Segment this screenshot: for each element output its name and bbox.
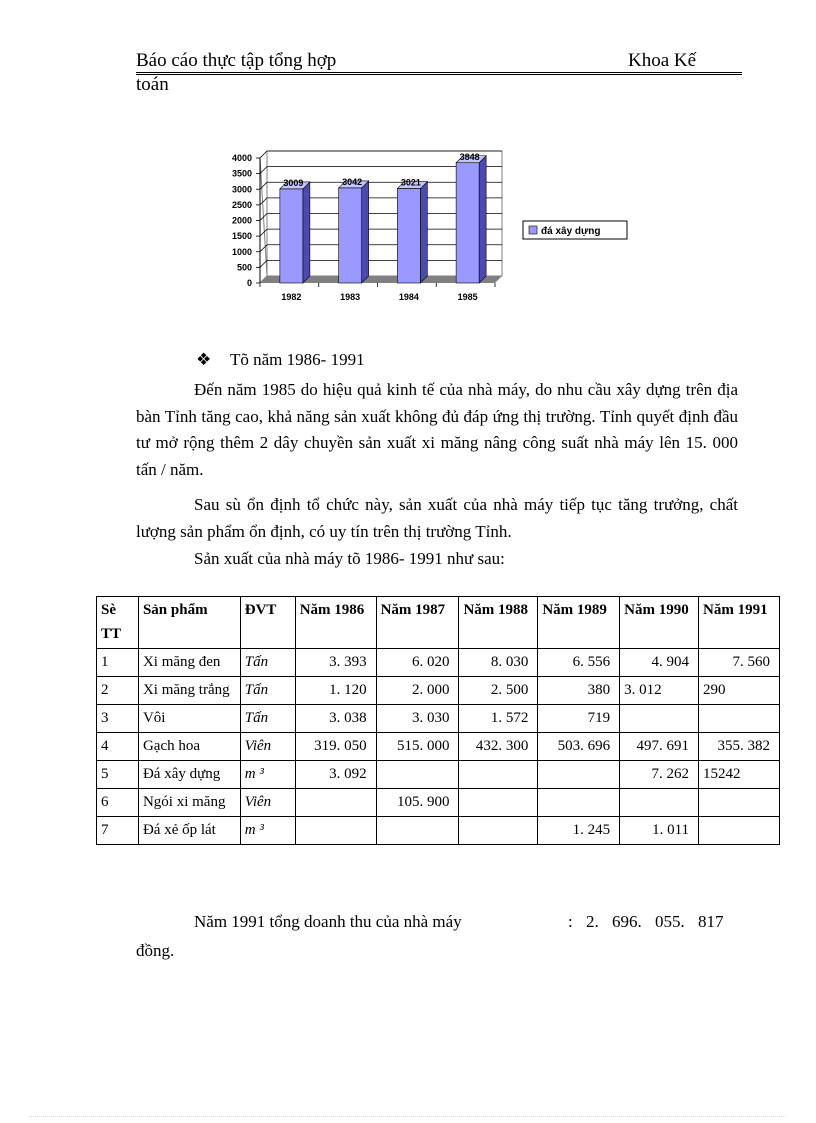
product-name-cell: Vôi [138, 705, 240, 733]
value-cell [699, 789, 780, 817]
revenue-value: : 2. 696. 055. 817 [568, 912, 724, 931]
paragraph-expansion-text: Đến năm 1985 do hiệu quả kinh tế của nhà máy, do nhu cầu xây dựng trên địa bàn Tỉnh tăng cao, khả năng sản xuất không đủ đáp ứng thị trường. Tỉnh quyết định đầu tư mở rộng thêm 2 dây chuyền sản xuất xi măng nâng công suất nhà máy lên 15. 000 tấn / năm. [136, 380, 738, 479]
bar [456, 163, 479, 283]
table-row [97, 817, 780, 845]
value-cell: 7. 262 [620, 761, 699, 789]
y-tick-label: 0 [246, 278, 252, 288]
bar-side [303, 182, 310, 283]
product-name-cell: Xi măng trắng [138, 677, 240, 705]
unit-cell: Tấn [240, 705, 295, 733]
section-heading [196, 350, 365, 370]
paragraph-growth-text: Sau sù ổn định tổ chức này, sản xuất của nhà máy tiếp tục tăng trưởng, chất lượng sản phẩm ổn định, có uy tín trên thị trường Tỉnh. [136, 495, 738, 541]
value-cell: 3. 030 [376, 705, 459, 733]
unit-cell: Tấn [240, 677, 295, 705]
section-heading-text: Tõ năm 1986- 1991 [230, 350, 365, 369]
header-department-continuation: toán [136, 74, 169, 95]
y-tick-label: 1500 [231, 231, 252, 242]
value-cell [459, 789, 538, 817]
y-tick-label: 2000 [231, 215, 252, 226]
table-header-cell: Sản phẩm [138, 597, 240, 649]
paragraph-growth [136, 492, 738, 545]
y-tick-label: 2500 [231, 199, 252, 210]
table-header-cell: ĐVT [240, 597, 295, 649]
unit-cell: Viên [240, 789, 295, 817]
unit-cell: Tấn [240, 649, 295, 677]
legend-label: đá xây dựng [541, 226, 601, 237]
x-tick-label: 1984 [398, 292, 419, 302]
x-tick-label: 1983 [340, 292, 361, 302]
bar-side [362, 181, 369, 283]
row-index-cell: 5 [97, 761, 139, 789]
bar [397, 189, 420, 283]
x-tick-label: 1982 [281, 292, 302, 302]
table-header-cell: Năm 1987 [376, 597, 459, 649]
value-cell [376, 817, 459, 845]
table-header-cell: Năm 1986 [295, 597, 376, 649]
value-cell: 355. 382 [699, 733, 780, 761]
legend-swatch [529, 226, 537, 234]
header-department: Khoa Kế [628, 50, 697, 71]
table-header-cell: Năm 1989 [538, 597, 620, 649]
value-cell: 515. 000 [376, 733, 459, 761]
value-cell: 6. 020 [376, 649, 459, 677]
paragraph-table-intro-text: Sản xuất của nhà máy tõ 1986- 1991 như sau: [194, 549, 505, 568]
row-index-cell: 3 [97, 705, 139, 733]
value-cell [620, 789, 699, 817]
value-cell: 3. 393 [295, 649, 376, 677]
paragraph-table-intro [136, 546, 738, 573]
diamond-bullet-icon: ❖ [196, 350, 212, 369]
product-name-cell: Đá xẻ ốp lát [138, 817, 240, 845]
table-row [97, 761, 780, 789]
value-cell [459, 817, 538, 845]
value-cell: 319. 050 [295, 733, 376, 761]
value-cell: 1. 572 [459, 705, 538, 733]
bar-data-label: 3042 [342, 176, 363, 187]
table-row [97, 789, 780, 817]
x-tick-label: 1985 [457, 292, 478, 302]
bar-side [479, 156, 486, 283]
unit-cell: Viên [240, 733, 295, 761]
bar-data-label: 3848 [459, 151, 480, 162]
table-header-cell: Sè TT [97, 597, 139, 649]
table-header-row [97, 597, 780, 649]
bar-data-label: 3009 [283, 177, 304, 188]
value-cell [295, 817, 376, 845]
y-tick-label: 1000 [231, 246, 252, 257]
production-table [96, 596, 780, 845]
table-row [97, 705, 780, 733]
value-cell: 3. 012 [620, 677, 699, 705]
row-index-cell: 7 [97, 817, 139, 845]
value-cell: 3. 092 [295, 761, 376, 789]
value-cell [699, 705, 780, 733]
product-name-cell: Xi măng đen [138, 649, 240, 677]
value-cell: 1. 245 [538, 817, 620, 845]
unit-cell: m ³ [240, 817, 295, 845]
revenue-unit: đồng. [136, 941, 175, 960]
production-bar-chart [200, 145, 640, 315]
value-cell: 503. 696 [538, 733, 620, 761]
value-cell: 6. 556 [538, 649, 620, 677]
header-rule-secondary [136, 74, 742, 75]
value-cell: 2. 000 [376, 677, 459, 705]
row-index-cell: 2 [97, 677, 139, 705]
product-name-cell: Đá xây dựng [138, 761, 240, 789]
value-cell [295, 789, 376, 817]
table-header-cell: Năm 1991 [699, 597, 780, 649]
value-cell: 4. 904 [620, 649, 699, 677]
product-name-cell: Gạch hoa [138, 733, 240, 761]
y-tick-label: 3000 [231, 184, 252, 195]
bar-data-label: 3021 [400, 177, 421, 188]
value-cell: 3. 038 [295, 705, 376, 733]
paragraph-expansion [136, 377, 738, 483]
table-header-cell: Năm 1988 [459, 597, 538, 649]
row-index-cell: 4 [97, 733, 139, 761]
value-cell [699, 817, 780, 845]
chart-gridline-side [260, 198, 267, 205]
y-tick-label: 4000 [231, 153, 252, 163]
y-tick-label: 500 [236, 262, 252, 273]
value-cell: 1. 011 [620, 817, 699, 845]
table-row [97, 677, 780, 705]
value-cell: 290 [699, 677, 780, 705]
revenue-label: Năm 1991 tổng doanh thu của nhà máy [194, 912, 462, 931]
value-cell: 380 [538, 677, 620, 705]
value-cell [620, 705, 699, 733]
value-cell [376, 761, 459, 789]
value-cell: 719 [538, 705, 620, 733]
table-header-cell: Năm 1990 [620, 597, 699, 649]
value-cell: 2. 500 [459, 677, 538, 705]
chart-gridline-side [260, 151, 267, 158]
value-cell [538, 761, 620, 789]
chart-gridline-side [260, 229, 267, 236]
page-footer-rule [30, 1116, 786, 1117]
y-tick-label: 3500 [231, 168, 252, 179]
value-cell: 7. 560 [699, 649, 780, 677]
value-cell [459, 761, 538, 789]
value-cell: 8. 030 [459, 649, 538, 677]
bar [280, 189, 303, 283]
bar-side [420, 182, 427, 283]
value-cell: 432. 300 [459, 733, 538, 761]
row-index-cell: 1 [97, 649, 139, 677]
bar [339, 188, 362, 283]
value-cell: 15242 [699, 761, 780, 789]
value-cell: 1. 120 [295, 677, 376, 705]
value-cell: 497. 691 [620, 733, 699, 761]
value-cell [538, 789, 620, 817]
product-name-cell: Ngói xi măng [138, 789, 240, 817]
unit-cell: m ³ [240, 761, 295, 789]
value-cell: 105. 900 [376, 789, 459, 817]
row-index-cell: 6 [97, 789, 139, 817]
table-row [97, 649, 780, 677]
table-row [97, 733, 780, 761]
header-rule [136, 72, 742, 73]
header-title: Báo cáo thực tập tổng hợp [136, 50, 337, 71]
